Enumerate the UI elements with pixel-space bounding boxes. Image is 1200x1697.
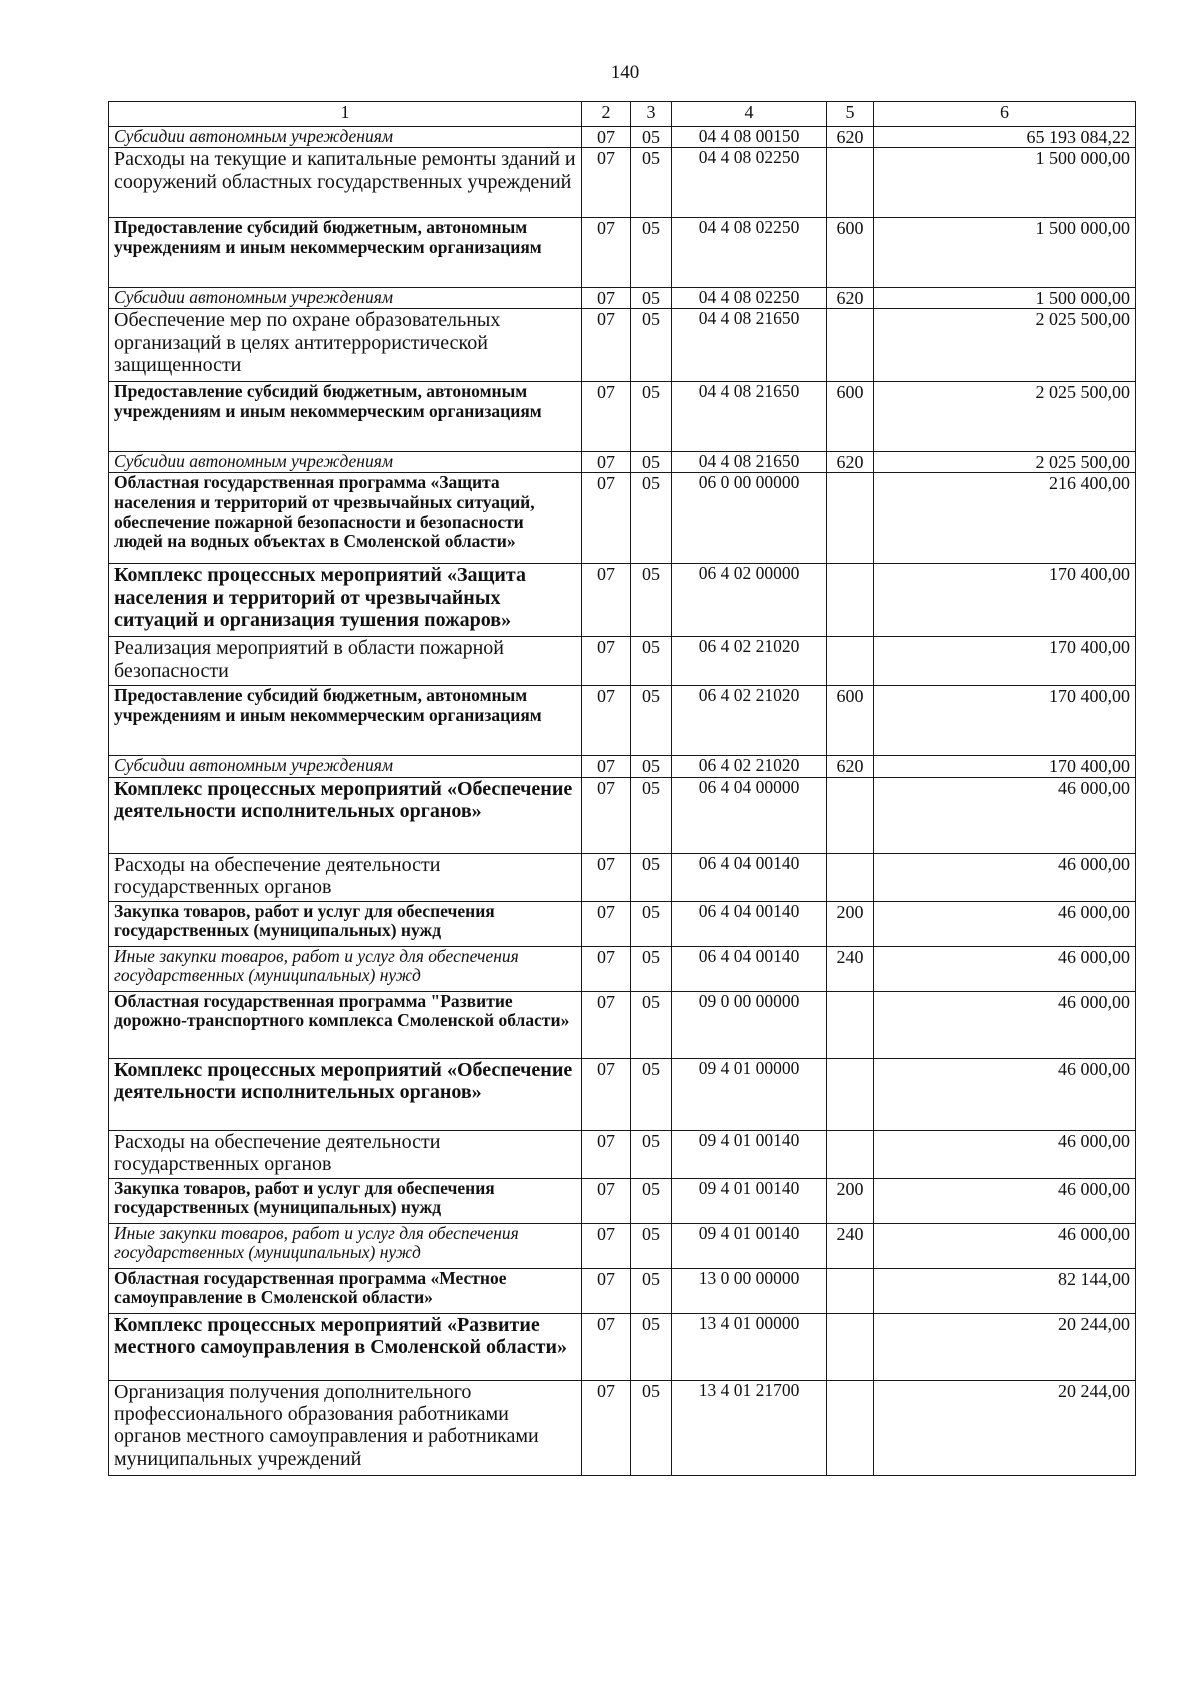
subsection-code-cell: 05 [631, 637, 672, 686]
table-row [109, 901, 1136, 946]
row-name-cell: Комплекс процессных мероприятий «Обеспечение деятельности исполнительных органов» [109, 777, 582, 853]
table-row [109, 756, 1136, 777]
target-article-cell: 06 4 02 00000 [672, 564, 827, 637]
row-name-cell: Расходы на текущие и капитальные ремонты зданий и сооружений областных государственных учреждений [109, 148, 582, 218]
subsection-code-cell: 05 [631, 901, 672, 946]
amount-cell: 46 000,00 [874, 1223, 1136, 1268]
amount-cell: 170 400,00 [874, 686, 1136, 756]
row-name-cell: Иные закупки товаров, работ и услуг для обеспечения государственных (муниципальных) нужд [109, 1223, 582, 1268]
expense-type-cell [827, 1380, 874, 1475]
row-name-cell: Субсидии автономным учреждениям [109, 756, 582, 777]
target-article-cell: 06 4 02 21020 [672, 637, 827, 686]
subsection-code-cell: 05 [631, 288, 672, 309]
expense-type-cell [827, 148, 874, 218]
budget-table [108, 101, 1136, 1476]
expense-type-cell [827, 1313, 874, 1380]
expense-type-cell [827, 309, 874, 382]
section-code-cell: 07 [582, 756, 631, 777]
row-name-cell: Предоставление субсидий бюджетным, автономным учреждениям и иным некоммерческим организациям [109, 218, 582, 288]
amount-cell: 20 244,00 [874, 1380, 1136, 1475]
expense-type-cell: 200 [827, 1178, 874, 1223]
amount-cell: 46 000,00 [874, 1058, 1136, 1130]
amount-cell: 82 144,00 [874, 1268, 1136, 1313]
section-code-cell: 07 [582, 473, 631, 564]
subsection-code-cell: 05 [631, 452, 672, 473]
subsection-code-cell: 05 [631, 148, 672, 218]
column-header: 6 [874, 102, 1136, 127]
expense-type-cell [827, 991, 874, 1058]
table-row [109, 288, 1136, 309]
subsection-code-cell: 05 [631, 991, 672, 1058]
section-code-cell: 07 [582, 1058, 631, 1130]
target-article-cell: 13 4 01 00000 [672, 1313, 827, 1380]
amount-cell: 46 000,00 [874, 1178, 1136, 1223]
subsection-code-cell: 05 [631, 1058, 672, 1130]
expense-type-cell [827, 777, 874, 853]
expense-type-cell: 620 [827, 127, 874, 148]
column-header: 1 [109, 102, 582, 127]
target-article-cell: 13 0 00 00000 [672, 1268, 827, 1313]
row-name-cell: Иные закупки товаров, работ и услуг для обеспечения государственных (муниципальных) нужд [109, 946, 582, 991]
expense-type-cell: 620 [827, 452, 874, 473]
table-row [109, 473, 1136, 564]
expense-type-cell: 620 [827, 288, 874, 309]
target-article-cell: 04 4 08 00150 [672, 127, 827, 148]
expense-type-cell: 600 [827, 218, 874, 288]
row-name-cell: Организация получения дополнительного профессионального образования работниками органов местного самоуправления и работниками муниципальных учреждений [109, 1380, 582, 1475]
row-name-cell: Обеспечение мер по охране образовательных организаций в целях антитеррористической защищенности [109, 309, 582, 382]
target-article-cell: 04 4 08 02250 [672, 218, 827, 288]
expense-type-cell [827, 1268, 874, 1313]
table-row [109, 452, 1136, 473]
table-row [109, 853, 1136, 901]
table-row [109, 686, 1136, 756]
row-name-cell: Областная государственная программа "Развитие дорожно-транспортного комплекса Смоленской области» [109, 991, 582, 1058]
section-code-cell: 07 [582, 1223, 631, 1268]
row-name-cell: Комплекс процессных мероприятий «Развитие местного самоуправления в Смоленской области» [109, 1313, 582, 1380]
row-name-cell: Предоставление субсидий бюджетным, автономным учреждениям и иным некоммерческим организациям [109, 686, 582, 756]
section-code-cell: 07 [582, 309, 631, 382]
expense-type-cell [827, 1130, 874, 1178]
amount-cell: 46 000,00 [874, 991, 1136, 1058]
section-code-cell: 07 [582, 637, 631, 686]
target-article-cell: 09 0 00 00000 [672, 991, 827, 1058]
row-name-cell: Закупка товаров, работ и услуг для обеспечения государственных (муниципальных) нужд [109, 901, 582, 946]
row-name-cell: Расходы на обеспечение деятельности государственных органов [109, 853, 582, 901]
column-header: 4 [672, 102, 827, 127]
row-name-cell: Субсидии автономным учреждениям [109, 452, 582, 473]
section-code-cell: 07 [582, 382, 631, 452]
amount-cell: 170 400,00 [874, 756, 1136, 777]
amount-cell: 216 400,00 [874, 473, 1136, 564]
row-name-cell: Расходы на обеспечение деятельности государственных органов [109, 1130, 582, 1178]
page-number: 140 [610, 62, 640, 83]
table-row [109, 1058, 1136, 1130]
expense-type-cell: 240 [827, 1223, 874, 1268]
section-code-cell: 07 [582, 1178, 631, 1223]
subsection-code-cell: 05 [631, 564, 672, 637]
section-code-cell: 07 [582, 901, 631, 946]
table-row [109, 564, 1136, 637]
table-row [109, 1380, 1136, 1475]
amount-cell: 46 000,00 [874, 853, 1136, 901]
table-row [109, 777, 1136, 853]
amount-cell: 46 000,00 [874, 946, 1136, 991]
section-code-cell: 07 [582, 686, 631, 756]
target-article-cell: 09 4 01 00000 [672, 1058, 827, 1130]
target-article-cell: 13 4 01 21700 [672, 1380, 827, 1475]
row-name-cell: Комплекс процессных мероприятий «Защита населения и территорий от чрезвычайных ситуаций и организация тушения пожаров» [109, 564, 582, 637]
table-row [109, 1268, 1136, 1313]
subsection-code-cell: 05 [631, 309, 672, 382]
expense-type-cell [827, 473, 874, 564]
section-code-cell: 07 [582, 991, 631, 1058]
target-article-cell: 09 4 01 00140 [672, 1178, 827, 1223]
target-article-cell: 09 4 01 00140 [672, 1223, 827, 1268]
section-code-cell: 07 [582, 853, 631, 901]
table-row [109, 148, 1136, 218]
section-code-cell: 07 [582, 1313, 631, 1380]
amount-cell: 170 400,00 [874, 637, 1136, 686]
section-code-cell: 07 [582, 564, 631, 637]
expense-type-cell [827, 564, 874, 637]
row-name-cell: Областная государственная программа «Местное самоуправление в Смоленской области» [109, 1268, 582, 1313]
amount-cell: 65 193 084,22 [874, 127, 1136, 148]
target-article-cell: 04 4 08 21650 [672, 309, 827, 382]
section-code-cell: 07 [582, 127, 631, 148]
row-name-cell: Областная государственная программа «Защита населения и территорий от чрезвычайных ситуаций, обеспечение пожарной безопасности и безопасности людей на водных объектах в Смоленской области» [109, 473, 582, 564]
target-article-cell: 06 4 04 00140 [672, 853, 827, 901]
table-row [109, 309, 1136, 382]
amount-cell: 2 025 500,00 [874, 309, 1136, 382]
target-article-cell: 06 4 02 21020 [672, 686, 827, 756]
subsection-code-cell: 05 [631, 853, 672, 901]
expense-type-cell [827, 853, 874, 901]
table-row [109, 1178, 1136, 1223]
expense-type-cell: 600 [827, 382, 874, 452]
subsection-code-cell: 05 [631, 1313, 672, 1380]
amount-cell: 2 025 500,00 [874, 382, 1136, 452]
section-code-cell: 07 [582, 1268, 631, 1313]
column-header: 2 [582, 102, 631, 127]
subsection-code-cell: 05 [631, 1223, 672, 1268]
subsection-code-cell: 05 [631, 777, 672, 853]
table-row [109, 1313, 1136, 1380]
amount-cell: 46 000,00 [874, 901, 1136, 946]
subsection-code-cell: 05 [631, 218, 672, 288]
subsection-code-cell: 05 [631, 127, 672, 148]
expense-type-cell [827, 637, 874, 686]
row-name-cell: Предоставление субсидий бюджетным, автономным учреждениям и иным некоммерческим организациям [109, 382, 582, 452]
target-article-cell: 04 4 08 21650 [672, 382, 827, 452]
column-header: 3 [631, 102, 672, 127]
table-row [109, 946, 1136, 991]
amount-cell: 20 244,00 [874, 1313, 1136, 1380]
section-code-cell: 07 [582, 1380, 631, 1475]
row-name-cell: Реализация мероприятий в области пожарной безопасности [109, 637, 582, 686]
target-article-cell: 06 4 04 00140 [672, 901, 827, 946]
section-code-cell: 07 [582, 148, 631, 218]
section-code-cell: 07 [582, 777, 631, 853]
target-article-cell: 04 4 08 02250 [672, 148, 827, 218]
expense-type-cell: 240 [827, 946, 874, 991]
target-article-cell: 04 4 08 21650 [672, 452, 827, 473]
expense-type-cell: 200 [827, 901, 874, 946]
amount-cell: 2 025 500,00 [874, 452, 1136, 473]
amount-cell: 46 000,00 [874, 777, 1136, 853]
subsection-code-cell: 05 [631, 1268, 672, 1313]
subsection-code-cell: 05 [631, 382, 672, 452]
row-name-cell: Субсидии автономным учреждениям [109, 127, 582, 148]
expense-type-cell: 620 [827, 756, 874, 777]
table-header-row [109, 102, 1136, 127]
table-row [109, 1130, 1136, 1178]
section-code-cell: 07 [582, 218, 631, 288]
table-row [109, 218, 1136, 288]
section-code-cell: 07 [582, 1130, 631, 1178]
table-row [109, 991, 1136, 1058]
section-code-cell: 07 [582, 288, 631, 309]
target-article-cell: 06 4 04 00000 [672, 777, 827, 853]
amount-cell: 46 000,00 [874, 1130, 1136, 1178]
amount-cell: 170 400,00 [874, 564, 1136, 637]
table-row [109, 1223, 1136, 1268]
section-code-cell: 07 [582, 452, 631, 473]
subsection-code-cell: 05 [631, 1130, 672, 1178]
row-name-cell: Закупка товаров, работ и услуг для обеспечения государственных (муниципальных) нужд [109, 1178, 582, 1223]
row-name-cell: Комплекс процессных мероприятий «Обеспечение деятельности исполнительных органов» [109, 1058, 582, 1130]
amount-cell: 1 500 000,00 [874, 148, 1136, 218]
target-article-cell: 09 4 01 00140 [672, 1130, 827, 1178]
target-article-cell: 06 0 00 00000 [672, 473, 827, 564]
target-article-cell: 06 4 02 21020 [672, 756, 827, 777]
row-name-cell: Субсидии автономным учреждениям [109, 288, 582, 309]
column-header: 5 [827, 102, 874, 127]
subsection-code-cell: 05 [631, 473, 672, 564]
section-code-cell: 07 [582, 946, 631, 991]
amount-cell: 1 500 000,00 [874, 218, 1136, 288]
subsection-code-cell: 05 [631, 946, 672, 991]
subsection-code-cell: 05 [631, 1178, 672, 1223]
table-row [109, 382, 1136, 452]
subsection-code-cell: 05 [631, 686, 672, 756]
subsection-code-cell: 05 [631, 1380, 672, 1475]
expense-type-cell: 600 [827, 686, 874, 756]
subsection-code-cell: 05 [631, 756, 672, 777]
target-article-cell: 06 4 04 00140 [672, 946, 827, 991]
table-row [109, 637, 1136, 686]
expense-type-cell [827, 1058, 874, 1130]
table-row [109, 127, 1136, 148]
target-article-cell: 04 4 08 02250 [672, 288, 827, 309]
amount-cell: 1 500 000,00 [874, 288, 1136, 309]
